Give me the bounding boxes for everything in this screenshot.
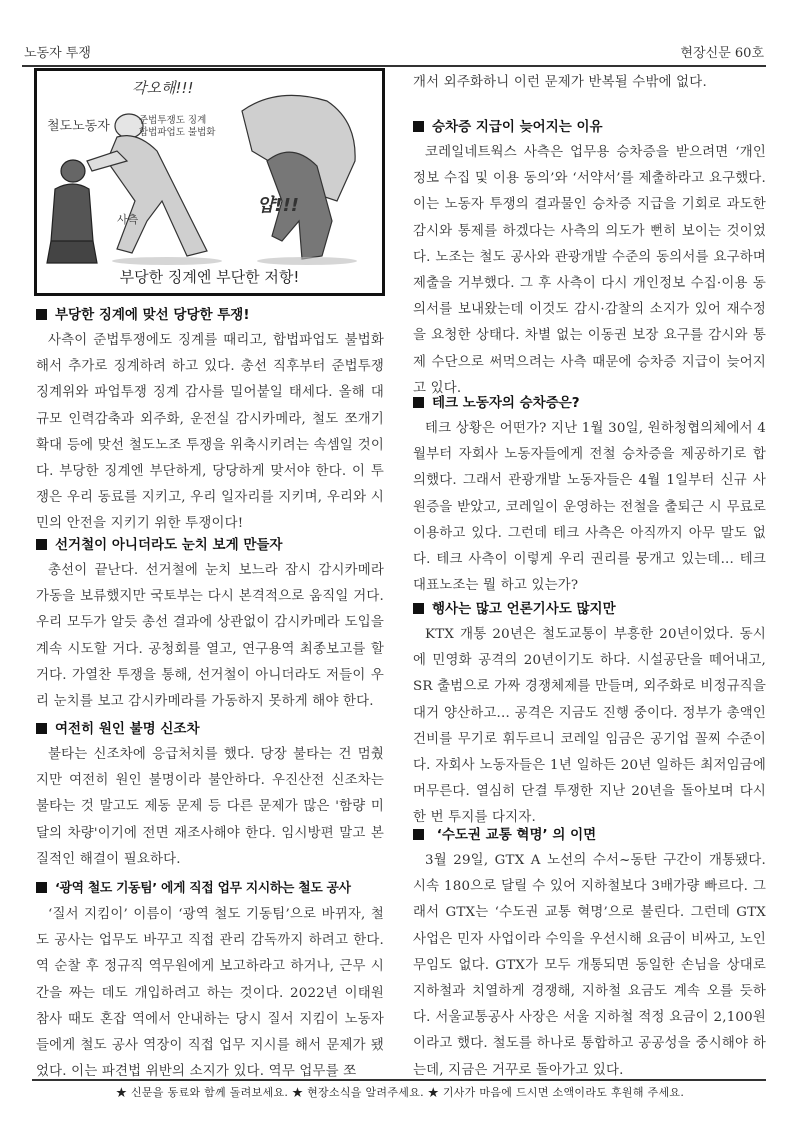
- square-bullet-icon: [413, 829, 424, 840]
- square-bullet-icon: [413, 397, 424, 408]
- square-bullet-icon: [36, 539, 47, 550]
- article-body: 불타는 신조차에 응급처치를 했다. 당장 불타는 건 멈췄지만 여전히 원인 불명이라 불안하다. 우진산전 신조차는 불타는 것 말고도 제동 문제 등 다른 문제가 많은 '함량 미달의 차량'이기에 전면 재조사해야 한다. 임시방편 말고 본질적인 해결이 필요하다.: [36, 747, 384, 867]
- article-ktx-20-years: [413, 596, 766, 832]
- article-body: 사측이 준법투쟁에도 징계를 때리고, 합법파업도 불법화해서 추가로 징계하려 하고 있다. 총선 직후부터 준법투쟁 징계위와 파업투쟁 징계 감사를 밀어붙일 태세다. 올해 대규모 인력감축과 외주화, 운전실 감시카메라, 철도 쪼개기 확대 등에 맞선 철도노조 투쟁을 위축시키려는 속셈일 것이다. 부당한 징계엔 부단하게, 당당하게 맞서야 한다. 이 투쟁은 우리 동료를 지키고, 우리 일자리를 지키며, 우리와 시민의 안전을 지키기 위한 투쟁이다!: [36, 333, 384, 532]
- square-bullet-icon: [36, 309, 47, 320]
- article-continuation: [413, 70, 766, 96]
- square-bullet-icon: [36, 723, 47, 734]
- article-heading: 부당한 징계에 맞선 당당한 투쟁!: [36, 302, 384, 328]
- section-title: 노동자 투쟁: [24, 46, 91, 61]
- shout-throw: 얍!!!: [257, 195, 300, 216]
- label-speech-line1: 준법투쟁도 징계: [139, 115, 207, 126]
- article-heading: ‘수도권 교통 혁명’ 의 이면: [413, 822, 766, 848]
- issue-number: 현장신문 60호: [680, 46, 764, 61]
- article-pass-delay: [413, 114, 766, 402]
- article-heading: 테크 노동자의 승차증은?: [413, 390, 766, 416]
- article-heading: 선거철이 아니더라도 눈치 보게 만들자: [36, 532, 384, 558]
- square-bullet-icon: [413, 121, 424, 132]
- shout-top: 각오해!!!: [132, 79, 194, 97]
- footer-message: ★ 신문을 동료와 함께 돌려보세요. ★ 현장소식을 알려주세요. ★ 기사가 마음에 드시면 소액이라도 후원해 주세요.: [115, 1086, 685, 1099]
- cartoon-illustration: [34, 68, 385, 296]
- footer-divider: [32, 1079, 766, 1081]
- header-divider: [22, 65, 766, 67]
- article-body: ‘질서 지킴이’ 이름이 ‘광역 철도 기동팀’으로 바뀌자, 철도 공사는 업무도 바꾸고 직접 관리 감독까지 하려고 한다. 역 순찰 후 정규직 역무원에게 보고하라고 하거나, 근무 시간을 짜는 데도 개입하려고 하는 것이다. 2022년 이태원 참사 때도 혼잡 역에서 안내하는 당시 질서 지킴이 노동자들에게 철도 공사 역장이 직접 업무 지시를 해서 문제가 됐었다. 이는 파견법 위반의 소지가 있다. 역무 업무를 쪼: [36, 907, 384, 1080]
- article-body: KTX 개통 20년은 철도교통이 부흥한 20년이었다. 동시에 민영화 공격의 20년이기도 하다. 시설공단을 떼어내고, SR 출범으로 가짜 경쟁체제를 만들며, 외주화로 비정규직을 대거 양산하고... 공격은 지금도 진행 중이다. 정부가 총액인건비를 무기로 휘두르니 코레일 임금은 공기업 꼴찌 수준이다. 자회사 노동자들은 1년 일하든 20년 일하든 최저임금에 머무른다. 열심히 단결 투쟁한 지난 20년을 돌아보며 다시 한 번 투지를 다지자.: [413, 627, 766, 826]
- article-heading: 행사는 많고 언론기사도 많지만: [413, 596, 766, 622]
- article-body: 코레일네트웍스 사측은 업무용 승차증을 받으려면 ‘개인정보 수집 및 이용 동의’와 ‘서약서’를 제출하라고 요구했다. 이는 노동자 투쟁의 결과물인 승차증 지급을 기회로 과도한 감시와 통제를 하겠다는 사측의 의도가 뻔히 보이는 것이었다. 노조는 철도 공사와 관광개발 수준의 동의서를 요구하며 제출을 거부했다. 그 후 사측이 다시 개인정보 수집·이용 동의서를 보내왔는데 이것도 감시·감찰의 소지가 있어 재수정을 요청한 상태다. 차별 없는 이동권 보장 요구를 감시와 통제 수단으로 써먹으려는 사측 때문에 승차증 지급이 늦어지고 있다.: [413, 145, 766, 396]
- label-speech-line2: 합법파업도 불법화: [139, 127, 216, 138]
- article-heading: 승차증 지급이 늦어지는 이유: [413, 114, 766, 140]
- square-bullet-icon: [36, 882, 47, 893]
- article-tech-workers-pass: [413, 390, 766, 599]
- cartoon-caption: 부당한 징계엔 부단한 저항!: [119, 268, 300, 286]
- article-railway-task-force: [36, 876, 384, 1085]
- label-company: 사측: [117, 213, 139, 226]
- continuation-text: 개서 외주화하니 이런 문제가 반복될 수밖에 없다.: [413, 75, 707, 90]
- cartoon-drawing-icon: [37, 71, 382, 293]
- square-bullet-icon: [413, 603, 424, 614]
- article-new-train-fire: [36, 716, 384, 873]
- label-speech: [139, 115, 215, 139]
- article-heading: ‘광역 철도 기동팀’ 에게 직접 업무 지시하는 철도 공사: [36, 876, 384, 902]
- article-election-season: [36, 532, 384, 715]
- article-body: 총선이 끝난다. 선거철에 눈치 보느라 잠시 감시카메라 가동을 보류했지만 국토부는 다시 본격적으로 움직일 거다. 우리 모두가 알듯 총선 결과에 상관없이 감시카메라 도입을 계속 시도할 거다. 공청회를 열고, 연구용역 최종보고를 할 거다. 가열찬 투쟁을 통해, 선거철이 아니더라도 저들이 우리 눈치를 보고 감시카메라를 가동하지 못하게 해야 한다.: [36, 563, 384, 710]
- article-heading: 여전히 원인 불명 신조차: [36, 716, 384, 742]
- article-gtx: [413, 822, 766, 1084]
- article-body: 3월 29일, GTX A 노선의 수서~동탄 구간이 개통됐다. 시속 180으로 달릴 수 있어 지하철보다 3배가량 빠르다. 그래서 GTX는 ‘수도권 교통 혁명’으로 불린다. 그런데 GTX 사업은 민자 사업이라 수익을 우선시해 요금이 비싸고, 노인 무임도 없다. GTX가 모두 개통되면 동일한 손님을 상대로 지하철과 치열하게 경쟁해, 지하철 요금도 계속 오를 듯하다. 서울교통공사 사장은 서울 지하철 적정 요금이 2,100원이라고 했다. 철도를 하나로 통합하고 공공성을 중시해야 하는데, 지금은 거꾸로 돌아가고 있다.: [413, 853, 766, 1078]
- article-unjust-discipline: [36, 302, 384, 538]
- label-worker: 철도노동자: [47, 119, 110, 134]
- article-body: 테크 상황은 어떤가? 지난 1월 30일, 원하청협의체에서 4월부터 자회사 노동자들에게 전철 승차증을 제공하기로 합의했다. 그래서 관광개발 노동자들은 4월 1일부터 신규 사원증을 받았고, 코레일이 운영하는 전철을 출퇴근 시 무료로 이용하고 있다. 그런데 테크 사측은 아직까지 아무 말도 없다. 테크 사측이 이렇게 우리 권리를 뭉개고 있는데... 테크 대표노조는 뭘 하고 있는가?: [413, 421, 766, 594]
